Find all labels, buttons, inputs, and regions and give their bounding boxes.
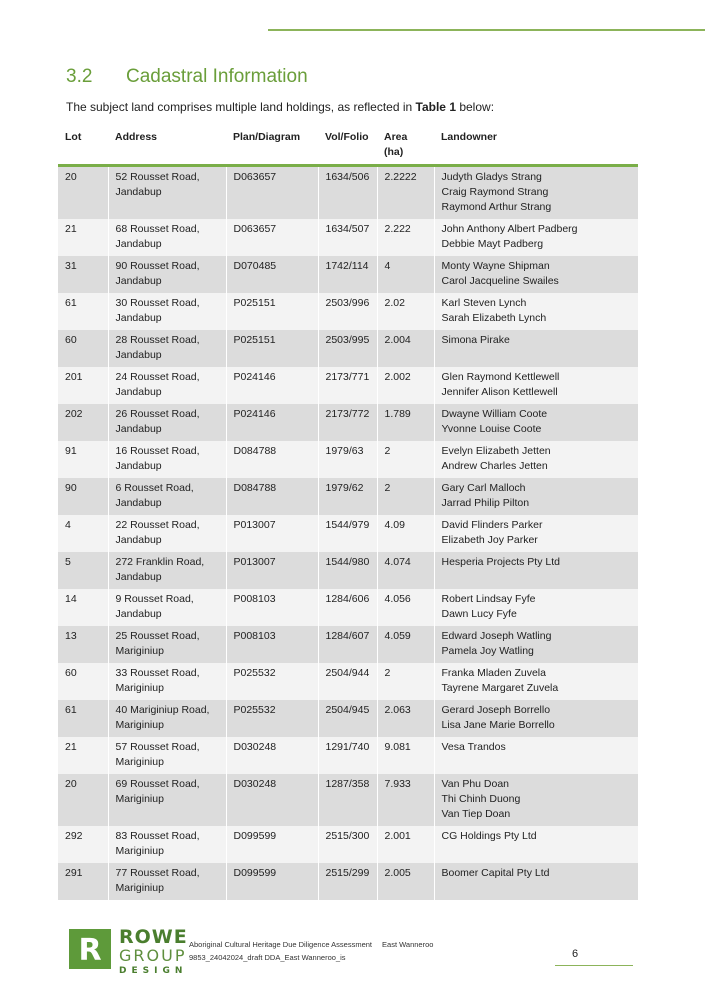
cell-plan: D084788 (226, 441, 318, 478)
cell-landowner (434, 478, 638, 515)
cell-lot: 31 (58, 256, 108, 293)
cell-address-line: Mariginiup (115, 845, 164, 857)
header-lot: Lot (58, 128, 108, 166)
cell-landowner (434, 626, 638, 663)
cell-folio: 1979/62 (318, 478, 377, 515)
cell-address-line: Jandabup (115, 386, 162, 398)
cell-landowner-line: Van Tiep Doan (441, 808, 511, 820)
cell-plan: D030248 (226, 774, 318, 826)
cell-address-line: Jandabup (115, 608, 162, 620)
footer-rule (555, 965, 633, 966)
cell-landowner (434, 863, 638, 900)
cell-address-line: Jandabup (115, 186, 162, 198)
cell-plan: D063657 (226, 219, 318, 256)
cell-area: 2 (377, 663, 434, 700)
cell-landowner-line: Franka Mladen Zuvela (441, 667, 546, 679)
cell-lot: 21 (58, 737, 108, 774)
cell-area: 2 (377, 478, 434, 515)
logo-line-2: GROUP (119, 946, 187, 965)
cell-address (108, 700, 226, 737)
cell-landowner (434, 663, 638, 700)
cell-area: 2.222 (377, 219, 434, 256)
cell-address-line: Mariginiup (115, 756, 164, 768)
cell-landowner-line: Jarrad Philip Pilton (441, 497, 530, 509)
cell-plan: D063657 (226, 166, 318, 220)
cell-landowner-line: Gary Carl Malloch (441, 482, 526, 494)
cell-folio: 2173/772 (318, 404, 377, 441)
page-number: 6 (572, 948, 579, 960)
cell-area: 4 (377, 256, 434, 293)
cell-plan: D099599 (226, 863, 318, 900)
cell-area: 2.005 (377, 863, 434, 900)
cell-address-line: 28 Rousset Road, (115, 334, 200, 346)
cell-landowner (434, 166, 638, 220)
cadastral-table (58, 128, 638, 900)
cell-plan: D099599 (226, 826, 318, 863)
intro-text-end: below: (456, 100, 495, 114)
cell-address-line: 9 Rousset Road, (115, 593, 194, 605)
cell-landowner-line: Van Phu Doan (441, 778, 510, 790)
cell-address-line: 52 Rousset Road, (115, 171, 200, 183)
cell-area: 2.02 (377, 293, 434, 330)
cell-address (108, 737, 226, 774)
cell-area: 9.081 (377, 737, 434, 774)
cell-address (108, 626, 226, 663)
cell-address-line: 57 Rousset Road, (115, 741, 200, 753)
cell-landowner-line: Boomer Capital Pty Ltd (441, 867, 550, 879)
table-row (58, 367, 638, 404)
cell-area: 2.063 (377, 700, 434, 737)
cell-landowner (434, 219, 638, 256)
cell-address (108, 293, 226, 330)
cell-lot: 20 (58, 166, 108, 220)
company-logo-text (119, 928, 188, 977)
table-row (58, 863, 638, 900)
header-landowner: Landowner (434, 128, 638, 166)
cell-address-line: Jandabup (115, 460, 162, 472)
cell-address (108, 826, 226, 863)
cell-landowner-line: Jennifer Alison Kettlewell (441, 386, 558, 398)
cell-lot: 14 (58, 589, 108, 626)
company-logo-mark (69, 929, 111, 969)
cell-lot: 13 (58, 626, 108, 663)
cell-folio: 1284/607 (318, 626, 377, 663)
cell-address-line: 272 Franklin Road, (115, 556, 205, 568)
cell-plan: P025151 (226, 293, 318, 330)
footer-doc-ref: 9853_24042024_draft DDA_East Wanneroo_is (189, 953, 346, 962)
cell-area: 4.09 (377, 515, 434, 552)
cell-address (108, 663, 226, 700)
cell-area: 4.074 (377, 552, 434, 589)
cell-address-line: 6 Rousset Road, (115, 482, 194, 494)
cell-landowner-line: Pamela Joy Watling (441, 645, 534, 657)
cell-landowner-line: Karl Steven Lynch (441, 297, 527, 309)
cell-plan: P013007 (226, 515, 318, 552)
cell-address (108, 515, 226, 552)
cell-landowner (434, 774, 638, 826)
cell-landowner-line: Vesa Trandos (441, 741, 506, 753)
intro-paragraph (66, 100, 494, 114)
cell-landowner-line: Dawn Lucy Fyfe (441, 608, 517, 620)
cell-landowner (434, 589, 638, 626)
cell-address-line: Mariginiup (115, 793, 164, 805)
cell-address-line: 16 Rousset Road, (115, 445, 200, 457)
cell-address-line: Jandabup (115, 238, 162, 250)
cell-landowner-line: Carol Jacqueline Swailes (441, 275, 559, 287)
cell-address (108, 330, 226, 367)
table-row (58, 700, 638, 737)
cell-plan: P013007 (226, 552, 318, 589)
cell-landowner (434, 826, 638, 863)
cell-lot: 291 (58, 863, 108, 900)
cell-landowner-line: Yvonne Louise Coote (441, 423, 542, 435)
cell-address-line: Jandabup (115, 497, 162, 509)
intro-text: The subject land comprises multiple land holdings, as reflected in (66, 100, 416, 114)
cell-landowner-line: Andrew Charles Jetten (441, 460, 548, 472)
cell-address-line: 68 Rousset Road, (115, 223, 200, 235)
cell-folio: 1544/980 (318, 552, 377, 589)
cell-address (108, 863, 226, 900)
cell-landowner-line: Monty Wayne Shipman (441, 260, 550, 272)
cell-lot: 4 (58, 515, 108, 552)
cell-folio: 1634/507 (318, 219, 377, 256)
cell-plan: D070485 (226, 256, 318, 293)
cell-landowner-line: Judyth Gladys Strang (441, 171, 542, 183)
cell-landowner (434, 256, 638, 293)
cell-landowner (434, 367, 638, 404)
cell-area: 2.002 (377, 367, 434, 404)
table-row (58, 774, 638, 826)
cell-landowner (434, 441, 638, 478)
cell-area: 2.004 (377, 330, 434, 367)
logo-line-1: ROWE (119, 926, 188, 948)
cell-folio: 1287/358 (318, 774, 377, 826)
cell-address-line: Mariginiup (115, 882, 164, 894)
cell-lot: 61 (58, 700, 108, 737)
cell-lot: 61 (58, 293, 108, 330)
cell-landowner (434, 700, 638, 737)
cell-landowner-line: Lisa Jane Marie Borrello (441, 719, 555, 731)
cell-landowner-line: Craig Raymond Strang (441, 186, 549, 198)
logo-r-glyph: R (78, 933, 102, 968)
cell-folio: 1284/606 (318, 589, 377, 626)
cell-lot: 21 (58, 219, 108, 256)
cell-address-line: 83 Rousset Road, (115, 830, 200, 842)
cell-plan: P025532 (226, 663, 318, 700)
cell-address (108, 441, 226, 478)
cell-address-line: 25 Rousset Road, (115, 630, 200, 642)
cell-address-line: 30 Rousset Road, (115, 297, 200, 309)
cell-folio: 2515/299 (318, 863, 377, 900)
cell-area: 2.2222 (377, 166, 434, 220)
cell-address-line: 77 Rousset Road, (115, 867, 200, 879)
cell-area: 2 (377, 441, 434, 478)
cell-lot: 292 (58, 826, 108, 863)
cell-address-line: 33 Rousset Road, (115, 667, 200, 679)
table-row (58, 256, 638, 293)
cell-address-line: 69 Rousset Road, (115, 778, 200, 790)
cell-address (108, 166, 226, 220)
cell-landowner-line: Hesperia Projects Pty Ltd (441, 556, 560, 568)
cell-folio: 1634/506 (318, 166, 377, 220)
cell-area: 4.056 (377, 589, 434, 626)
table-row (58, 404, 638, 441)
table-reference: Table 1 (415, 100, 456, 114)
table-row (58, 663, 638, 700)
cell-landowner-line: CG Holdings Pty Ltd (441, 830, 537, 842)
table-row (58, 441, 638, 478)
cell-landowner-line: Elizabeth Joy Parker (441, 534, 538, 546)
header-area: Area (ha) (377, 128, 434, 166)
table-row (58, 166, 638, 220)
header-folio: Vol/Folio (318, 128, 377, 166)
cell-address (108, 404, 226, 441)
cell-landowner (434, 552, 638, 589)
cell-address-line: Mariginiup (115, 682, 164, 694)
table-row (58, 552, 638, 589)
cell-landowner-line: Gerard Joseph Borrello (441, 704, 551, 716)
cell-address-line: Jandabup (115, 534, 162, 546)
header-rule (268, 29, 705, 31)
cell-address (108, 219, 226, 256)
cell-landowner (434, 737, 638, 774)
cell-address-line: 26 Rousset Road, (115, 408, 200, 420)
cell-landowner-line: John Anthony Albert Padberg (441, 223, 578, 235)
cell-landowner-line: Sarah Elizabeth Lynch (441, 312, 547, 324)
cell-address-line: 22 Rousset Road, (115, 519, 200, 531)
footer-project: East Wanneroo (382, 940, 434, 949)
table-row (58, 330, 638, 367)
cell-landowner (434, 515, 638, 552)
section-number: 3.2 (66, 66, 93, 87)
table-row (58, 626, 638, 663)
cell-folio: 1979/63 (318, 441, 377, 478)
cell-landowner-line: Debbie Mayt Padberg (441, 238, 544, 250)
cell-landowner-line: Tayrene Margaret Zuvela (441, 682, 559, 694)
table-header-row (58, 128, 638, 166)
cell-plan: D084788 (226, 478, 318, 515)
section-heading (66, 66, 308, 88)
table-row (58, 293, 638, 330)
cell-lot: 90 (58, 478, 108, 515)
cell-area: 1.789 (377, 404, 434, 441)
cell-plan: P024146 (226, 367, 318, 404)
cell-landowner (434, 293, 638, 330)
logo-line-3: DESIGN (119, 966, 188, 976)
header-address: Address (108, 128, 226, 166)
section-title: Cadastral Information (126, 66, 308, 87)
cell-address-line: Jandabup (115, 312, 162, 324)
cell-folio: 2503/996 (318, 293, 377, 330)
cell-plan: P008103 (226, 626, 318, 663)
cell-lot: 5 (58, 552, 108, 589)
cell-address (108, 774, 226, 826)
cell-address (108, 367, 226, 404)
cell-lot: 60 (58, 330, 108, 367)
cell-address (108, 589, 226, 626)
cell-landowner-line: Dwayne William Coote (441, 408, 548, 420)
cell-area: 7.933 (377, 774, 434, 826)
cell-landowner-line: Evelyn Elizabeth Jetten (441, 445, 551, 457)
cell-plan: P024146 (226, 404, 318, 441)
footer-info (189, 938, 433, 964)
header-plan: Plan/Diagram (226, 128, 318, 166)
cell-landowner-line: David Flinders Parker (441, 519, 543, 531)
cell-address (108, 552, 226, 589)
table-row (58, 219, 638, 256)
footer-doc-title: Aboriginal Cultural Heritage Due Diligence Assessment (189, 940, 373, 949)
cell-plan: D030248 (226, 737, 318, 774)
cell-area: 4.059 (377, 626, 434, 663)
cell-address-line: 90 Rousset Road, (115, 260, 200, 272)
table-row (58, 737, 638, 774)
cell-landowner (434, 404, 638, 441)
cell-folio: 2504/945 (318, 700, 377, 737)
cell-plan: P025151 (226, 330, 318, 367)
cell-lot: 201 (58, 367, 108, 404)
cell-landowner-line: Robert Lindsay Fyfe (441, 593, 536, 605)
cell-plan: P008103 (226, 589, 318, 626)
cell-address-line: Mariginiup (115, 645, 164, 657)
cell-folio: 1291/740 (318, 737, 377, 774)
cell-address-line: Jandabup (115, 349, 162, 361)
cell-address (108, 478, 226, 515)
cell-landowner-line: Thi Chinh Duong (441, 793, 521, 805)
table-row (58, 478, 638, 515)
cell-lot: 20 (58, 774, 108, 826)
cell-area: 2.001 (377, 826, 434, 863)
cell-landowner-line: Simona Pirake (441, 334, 510, 346)
cell-plan: P025532 (226, 700, 318, 737)
cell-address-line: Jandabup (115, 423, 162, 435)
cell-landowner-line: Glen Raymond Kettlewell (441, 371, 560, 383)
cell-folio: 2173/771 (318, 367, 377, 404)
cell-address-line: Jandabup (115, 571, 162, 583)
cell-lot: 91 (58, 441, 108, 478)
table-row (58, 589, 638, 626)
cell-landowner-line: Raymond Arthur Strang (441, 201, 552, 213)
cell-address-line: 40 Mariginiup Road, (115, 704, 210, 716)
cell-address-line: Mariginiup (115, 719, 164, 731)
cell-landowner-line: Edward Joseph Watling (441, 630, 552, 642)
cell-folio: 2503/995 (318, 330, 377, 367)
cell-folio: 2504/944 (318, 663, 377, 700)
cell-folio: 1544/979 (318, 515, 377, 552)
table-row (58, 826, 638, 863)
cell-lot: 202 (58, 404, 108, 441)
cell-folio: 1742/114 (318, 256, 377, 293)
cell-address (108, 256, 226, 293)
cell-landowner (434, 330, 638, 367)
cell-address-line: 24 Rousset Road, (115, 371, 200, 383)
cell-address-line: Jandabup (115, 275, 162, 287)
cell-folio: 2515/300 (318, 826, 377, 863)
cell-lot: 60 (58, 663, 108, 700)
table-row (58, 515, 638, 552)
